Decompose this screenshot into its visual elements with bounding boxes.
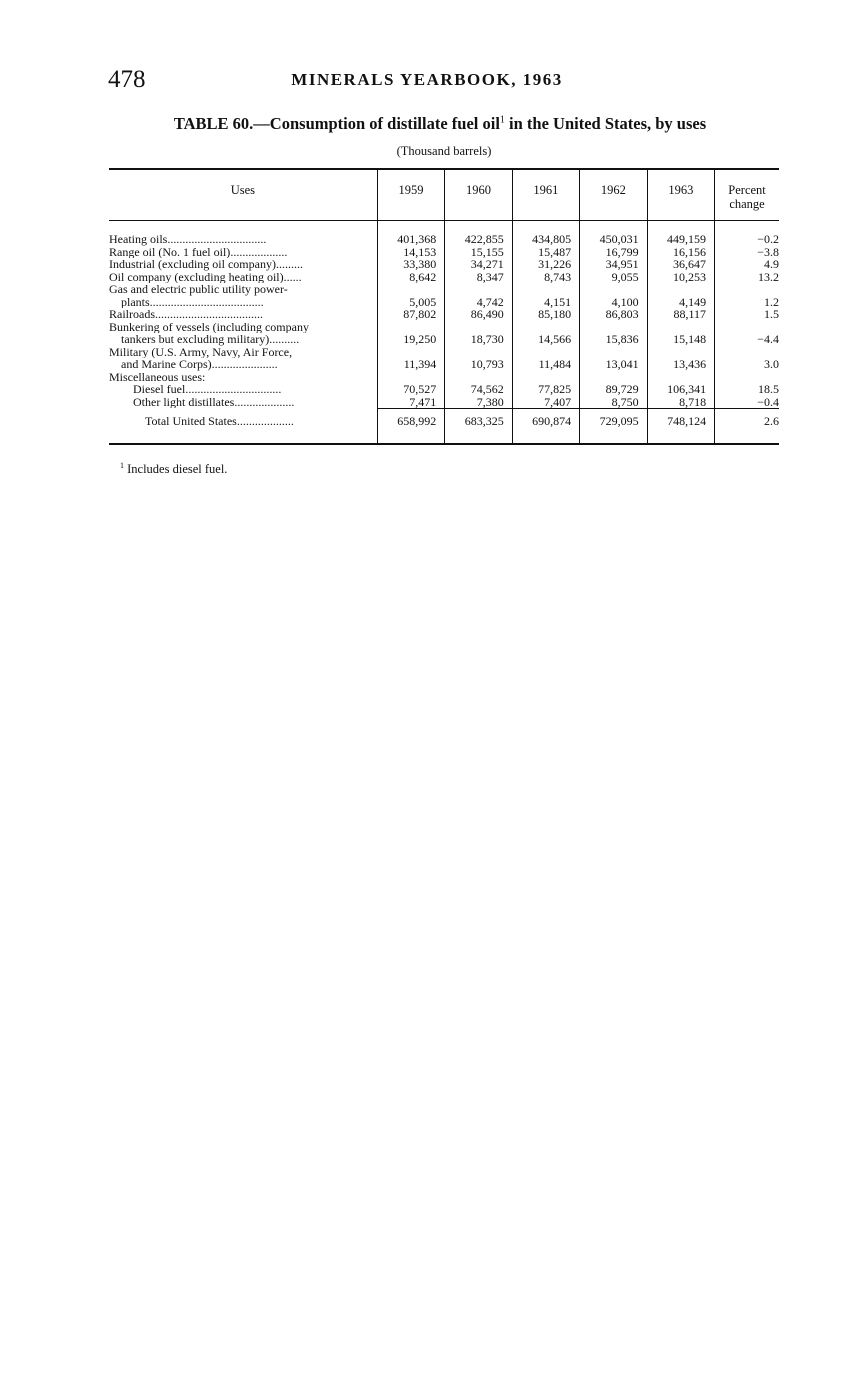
- cell-1959: 5,005: [377, 296, 444, 309]
- cell-1962: 9,055: [579, 271, 646, 284]
- cell-1960: 10,793: [444, 358, 511, 371]
- cell-1959: 8,642: [377, 271, 444, 284]
- cell-1961: 434,805: [512, 233, 579, 246]
- cell-percent-change: −4.4: [714, 333, 779, 346]
- row-label: tankers but excluding military)..........: [121, 333, 300, 346]
- cell-1960: 86,490: [444, 308, 511, 321]
- cell-1959: [377, 283, 444, 296]
- table-title: [0, 114, 854, 134]
- footnote-mark: 1: [120, 461, 124, 470]
- cell-1959: 7,471: [377, 396, 444, 409]
- cell-1959: 14,153: [377, 246, 444, 259]
- column-header-1959: 1959: [377, 170, 444, 220]
- total-1963: 748,124: [647, 414, 714, 429]
- row-label: Miscellaneous uses:: [109, 370, 206, 383]
- cell-1960: 74,562: [444, 383, 511, 396]
- row-label: Military (U.S. Army, Navy, Air Force,: [109, 345, 293, 358]
- table-row: [109, 308, 779, 321]
- table-title-text: TABLE 60.—Consumption of distillate fuel oil: [173, 114, 500, 133]
- table-title-suffix: in the United States, by uses: [504, 114, 707, 133]
- row-label: Industrial (excluding oil company).........: [109, 258, 303, 271]
- cell-1959: 87,802: [377, 308, 444, 321]
- cell-percent-change: 13.2: [714, 271, 779, 284]
- total-label: Total United States...................: [145, 414, 294, 428]
- row-label: Railroads....................................: [109, 308, 263, 321]
- table-header-row: [109, 170, 779, 221]
- cell-percent-change: [714, 283, 779, 296]
- cell-1962: 86,803: [579, 308, 646, 321]
- table-row: [109, 233, 779, 246]
- cell-percent-change: 3.0: [714, 358, 779, 371]
- cell-percent-change: −3.8: [714, 246, 779, 259]
- cell-percent-change: 1.5: [714, 308, 779, 321]
- column-header-uses: Uses: [230, 183, 256, 197]
- cell-1962: 13,041: [579, 358, 646, 371]
- cell-1961: 8,743: [512, 271, 579, 284]
- table-row: [109, 358, 779, 371]
- row-label: Gas and electric public utility power-: [109, 283, 288, 296]
- row-label: Other light distillates....................: [133, 395, 295, 408]
- cell-1962: 450,031: [579, 233, 646, 246]
- row-label: Heating oils.................................: [109, 233, 267, 246]
- cell-1963: 13,436: [647, 358, 714, 371]
- cell-1960: 4,742: [444, 296, 511, 309]
- table-row: [109, 258, 779, 271]
- table-body: [109, 221, 779, 408]
- cell-1961: 77,825: [512, 383, 579, 396]
- cell-1961: 31,226: [512, 258, 579, 271]
- cell-1963: 4,149: [647, 296, 714, 309]
- running-title: MINERALS YEARBOOK, 1963: [291, 70, 563, 89]
- cell-percent-change: 1.2: [714, 296, 779, 309]
- cell-1961: 85,180: [512, 308, 579, 321]
- cell-1960: 15,155: [444, 246, 511, 259]
- row-label: Oil company (excluding heating oil)......: [109, 270, 302, 283]
- cell-1962: 89,729: [579, 383, 646, 396]
- cell-1960: 34,271: [444, 258, 511, 271]
- cell-1963: 15,148: [647, 333, 714, 346]
- cell-1959: 401,368: [377, 233, 444, 246]
- column-header-1961: 1961: [512, 170, 579, 220]
- bottom-spacer: [109, 429, 779, 443]
- row-label: Diesel fuel................................: [133, 383, 282, 396]
- title-footnote-mark: 1: [499, 114, 505, 126]
- cell-1960: 422,855: [444, 233, 511, 246]
- table-bottom-rule: [109, 443, 779, 445]
- cell-1962: 34,951: [579, 258, 646, 271]
- cell-1960: 7,380: [444, 396, 511, 409]
- footnote: [120, 461, 227, 477]
- cell-percent-change: −0.4: [714, 396, 779, 409]
- row-label: plants......................................: [121, 295, 264, 308]
- cell-1960: 8,347: [444, 271, 511, 284]
- total-1959: 658,992: [377, 414, 444, 429]
- cell-1963: 106,341: [647, 383, 714, 396]
- cell-percent-change: 4.9: [714, 258, 779, 271]
- cell-1959: 33,380: [377, 258, 444, 271]
- cell-percent-change: −0.2: [714, 233, 779, 246]
- cell-1963: 88,117: [647, 308, 714, 321]
- cell-1963: [647, 283, 714, 296]
- column-header-1963: 1963: [647, 170, 714, 220]
- cell-1960: [444, 283, 511, 296]
- cell-1960: 18,730: [444, 333, 511, 346]
- table-row: [109, 283, 779, 296]
- total-1962: 729,095: [579, 414, 646, 429]
- cell-1959: 11,394: [377, 358, 444, 371]
- table-row: [109, 383, 779, 396]
- cell-1963: 16,156: [647, 246, 714, 259]
- cell-1963: 36,647: [647, 258, 714, 271]
- row-label: and Marine Corps)......................: [121, 358, 278, 371]
- table-row: [109, 333, 779, 346]
- total-1960: 683,325: [444, 414, 511, 429]
- cell-1961: 15,487: [512, 246, 579, 259]
- cell-1961: 4,151: [512, 296, 579, 309]
- cell-1962: 15,836: [579, 333, 646, 346]
- total-row: [109, 414, 779, 429]
- row-label: Bunkering of vessels (including company: [109, 320, 309, 333]
- table-units: (Thousand barrels): [396, 144, 492, 158]
- cell-1961: 14,566: [512, 333, 579, 346]
- table-row: [109, 271, 779, 284]
- cell-1959: 70,527: [377, 383, 444, 396]
- table-row: [109, 396, 779, 409]
- consumption-table: [109, 168, 779, 445]
- total-percent-change: 2.6: [714, 414, 779, 429]
- cell-1963: 8,718: [647, 396, 714, 409]
- cell-1961: [512, 283, 579, 296]
- cell-1963: 449,159: [647, 233, 714, 246]
- total-1961: 690,874: [512, 414, 579, 429]
- cell-1962: 8,750: [579, 396, 646, 409]
- footnote-text: Includes diesel fuel.: [127, 462, 228, 477]
- cell-1962: 4,100: [579, 296, 646, 309]
- page-number: 478: [108, 66, 146, 93]
- row-label: Range oil (No. 1 fuel oil)...................: [109, 245, 288, 258]
- column-header-1960: 1960: [444, 170, 511, 220]
- cell-1961: 7,407: [512, 396, 579, 409]
- cell-1962: 16,799: [579, 246, 646, 259]
- cell-1963: 10,253: [647, 271, 714, 284]
- cell-1961: 11,484: [512, 358, 579, 371]
- cell-1962: [579, 283, 646, 296]
- cell-percent-change: 18.5: [714, 383, 779, 396]
- column-header-percent-change: Percent change: [714, 170, 779, 220]
- cell-1959: 19,250: [377, 333, 444, 346]
- column-header-1962: 1962: [579, 170, 646, 220]
